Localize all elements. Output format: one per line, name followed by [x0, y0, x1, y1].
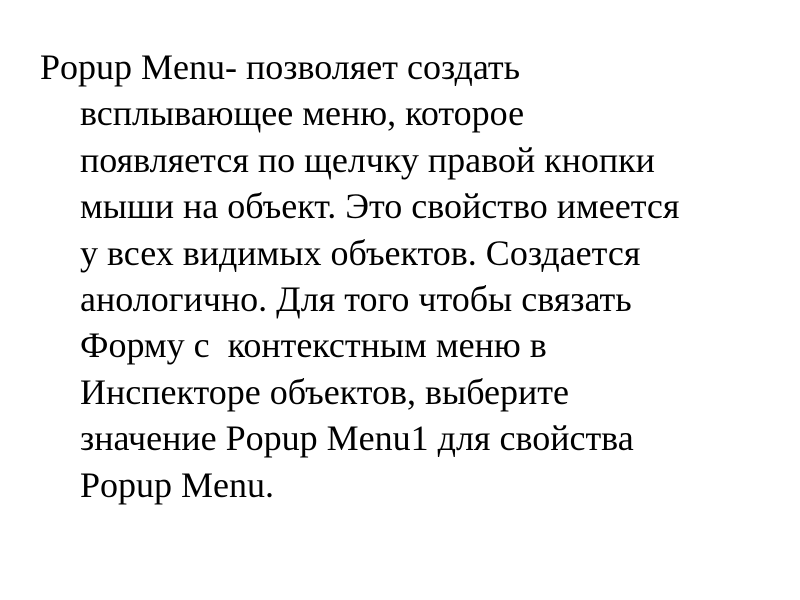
paragraph-line: появляется по щелчку правой кнопки — [80, 139, 655, 180]
paragraph-line: всплывающее меню, которое — [80, 93, 525, 134]
paragraph-line: Форму с контекстным меню в — [80, 325, 547, 366]
paragraph-line: Popup Menu. — [80, 464, 275, 505]
paragraph-line: у всех видимых объектов. Создается — [80, 232, 641, 273]
paragraph-line: Инспекторе объектов, выберите — [80, 371, 570, 412]
paragraph-line: значение Popup Menu1 для свойства — [80, 418, 634, 459]
paragraph-line: мыши на объект. Это свойство имеется — [80, 186, 680, 227]
body-paragraph — [40, 44, 780, 508]
paragraph-line: анологично. Для того чтобы связать — [80, 279, 632, 320]
paragraph-line: Popup Menu- позволяет создать — [40, 47, 521, 87]
